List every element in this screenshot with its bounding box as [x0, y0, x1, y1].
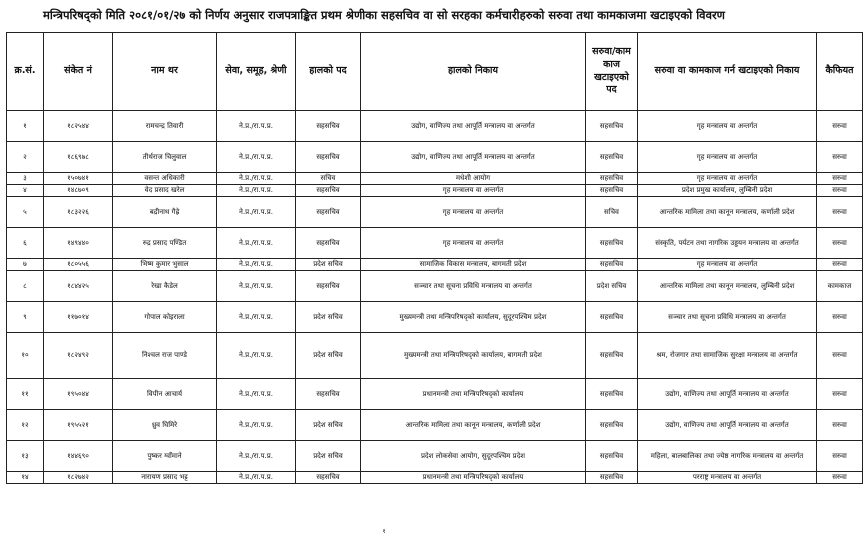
- table-row: [7, 111, 863, 142]
- cell-service: ने.प्र./रा.प.प्र.: [217, 410, 296, 441]
- table-row: [7, 185, 863, 197]
- cell-service: ने.प्र./रा.प.प्र.: [217, 185, 296, 197]
- table-row: [7, 197, 863, 228]
- cell-serial: ९: [7, 302, 44, 333]
- cell-new-post: सहसचिव: [586, 228, 638, 259]
- cell-current-post: सहसचिव: [296, 111, 361, 142]
- cell-new-post: सहसचिव: [586, 333, 638, 379]
- cell-current-office: प्रधानमन्त्री तथा मन्त्रिपरिषद्को कार्यालय: [361, 379, 586, 410]
- table-row: [7, 441, 863, 472]
- cell-service: ने.प्र./रा.प.प्र.: [217, 271, 296, 302]
- cell-name: विपीन आचार्य: [113, 379, 217, 410]
- table-row: [7, 379, 863, 410]
- cell-name: बद्रीनाथ गैह्रे: [113, 197, 217, 228]
- cell-remark: सरुवा: [817, 379, 863, 410]
- cell-new-post: सहसचिव: [586, 410, 638, 441]
- cell-new-office: प्रदेश प्रमुख कार्यालय, लुम्बिनी प्रदेश: [638, 185, 817, 197]
- cell-serial: ५: [7, 197, 44, 228]
- cell-serial: २: [7, 142, 44, 173]
- cell-current-post: सहसचिव: [296, 472, 361, 484]
- cell-service: ने.प्र./रा.प.प्र.: [217, 333, 296, 379]
- cell-current-post: सहसचिव: [296, 271, 361, 302]
- cell-service: ने.प्र./रा.प.प्र.: [217, 197, 296, 228]
- cell-remark: सरुवा: [817, 173, 863, 185]
- table-row: [7, 271, 863, 302]
- cell-name: पुष्कर ग्वाँमाने: [113, 441, 217, 472]
- cell-current-office: सामाजिक विकास मन्त्रालय, बागमती प्रदेश: [361, 259, 586, 271]
- transfer-table: [6, 32, 863, 484]
- header-service: सेवा, समूह, श्रेणी: [217, 33, 296, 111]
- cell-serial: १२: [7, 410, 44, 441]
- table-row: [7, 410, 863, 441]
- cell-serial: १: [7, 111, 44, 142]
- cell-code: १८२७४२: [44, 472, 113, 484]
- cell-current-office: उद्योग, वाणिज्य तथा आपूर्ति मन्त्रालय वा अन्तर्गत: [361, 111, 586, 142]
- cell-code: १८३२२६: [44, 197, 113, 228]
- cell-new-office: सञ्चार तथा सूचना प्रविधि मन्त्रालय वा अन्तर्गत: [638, 302, 817, 333]
- cell-serial: १४: [7, 472, 44, 484]
- cell-current-office: प्रधानमन्त्री तथा मन्त्रिपरिषद्को कार्यालय: [361, 472, 586, 484]
- cell-current-office: आन्तरिक मामिला तथा कानून मन्त्रालय, कर्णाली प्रदेश: [361, 410, 586, 441]
- cell-current-post: प्रदेश सचिव: [296, 259, 361, 271]
- cell-new-post: सहसचिव: [586, 259, 638, 271]
- cell-current-office: प्रदेश लोकसेवा आयोग, सुदूरपश्चिम प्रदेश: [361, 441, 586, 472]
- cell-new-office: श्रम, रोजगार तथा सामाजिक सुरक्षा मन्त्रालय वा अन्तर्गत: [638, 333, 817, 379]
- cell-new-post: सहसचिव: [586, 185, 638, 197]
- header-name: नाम थर: [113, 33, 217, 111]
- cell-remark: सरुवा: [817, 302, 863, 333]
- cell-name: तीर्थराज चिलुवाल: [113, 142, 217, 173]
- table-body: [7, 111, 863, 484]
- cell-name: रुद्र प्रसाद पण्डित: [113, 228, 217, 259]
- cell-service: ने.प्र./रा.प.प्र.: [217, 472, 296, 484]
- cell-code: १८०५५६: [44, 259, 113, 271]
- cell-name: वेद प्रसाद खरेल: [113, 185, 217, 197]
- cell-remark: सरुवा: [817, 197, 863, 228]
- cell-new-post: सचिव: [586, 197, 638, 228]
- cell-service: ने.प्र./रा.प.प्र.: [217, 111, 296, 142]
- cell-new-post: सहसचिव: [586, 142, 638, 173]
- cell-name: वसन्त अधिकारी: [113, 173, 217, 185]
- cell-remark: सरुवा: [817, 441, 863, 472]
- cell-new-office: गृह मन्त्रालय वा अन्तर्गत: [638, 259, 817, 271]
- cell-current-post: सचिव: [296, 173, 361, 185]
- table-row: [7, 259, 863, 271]
- cell-remark: सरुवा: [817, 142, 863, 173]
- cell-remark: सरुवा: [817, 410, 863, 441]
- cell-current-office: उद्योग, वाणिज्य तथा आपूर्ति मन्त्रालय वा अन्तर्गत: [361, 142, 586, 173]
- table-row: [7, 302, 863, 333]
- cell-remark: सरुवा: [817, 111, 863, 142]
- header-current-office: हालको निकाय: [361, 33, 586, 111]
- cell-current-post: प्रदेश सचिव: [296, 302, 361, 333]
- cell-current-office: मुख्यमन्त्री तथा मन्त्रिपरिषद्को कार्यालय, सुदूरपश्चिम प्रदेश: [361, 302, 586, 333]
- cell-serial: ४: [7, 185, 44, 197]
- cell-serial: ६: [7, 228, 44, 259]
- cell-new-post: प्रदेश सचिव: [586, 271, 638, 302]
- cell-name: गोपाल कोइराला: [113, 302, 217, 333]
- document-title: मन्त्रिपरिषद्को मिति २०८१/०१/२७ को निर्णय अनुसार राजपत्राङ्कित प्रथम श्रेणीका सहसचिव वा सो सरहका कर्मचारीहरुको सरुवा तथा कामकाजमा खटाइएको विवरण: [43, 8, 725, 22]
- cell-code: ११७०१४: [44, 302, 113, 333]
- page-number: १: [382, 528, 386, 535]
- cell-current-office: गृह मन्त्रालय वा अन्तर्गत: [361, 197, 586, 228]
- cell-name: नारायण प्रसाद भट्ट: [113, 472, 217, 484]
- table-row: [7, 333, 863, 379]
- cell-code: १८२५४४: [44, 111, 113, 142]
- cell-remark: कामकाज: [817, 271, 863, 302]
- cell-service: ने.प्र./रा.प.प्र.: [217, 228, 296, 259]
- cell-new-office: संस्कृति, पर्यटन तथा नागरिक उड्डयन मन्त्रालय वा अन्तर्गत: [638, 228, 817, 259]
- cell-new-office: गृह मन्त्रालय वा अन्तर्गत: [638, 142, 817, 173]
- cell-new-post: सहसचिव: [586, 379, 638, 410]
- cell-current-post: सहसचिव: [296, 185, 361, 197]
- cell-code: १४४६९०: [44, 441, 113, 472]
- cell-remark: सरुवा: [817, 185, 863, 197]
- header-new-office: सरुवा वा कामकाज गर्न खटाइएको निकाय: [638, 33, 817, 111]
- cell-current-post: प्रदेश सचिव: [296, 410, 361, 441]
- cell-remark: सरुवा: [817, 472, 863, 484]
- cell-code: १५०७४१: [44, 173, 113, 185]
- cell-remark: सरुवा: [817, 259, 863, 271]
- table-row: [7, 228, 863, 259]
- cell-code: १४९४४०: [44, 228, 113, 259]
- table-row: [7, 142, 863, 173]
- cell-service: ने.प्र./रा.प.प्र.: [217, 379, 296, 410]
- cell-current-office: मधेशी आयोग: [361, 173, 586, 185]
- cell-serial: १०: [7, 333, 44, 379]
- cell-name: रामचन्द्र तिवारी: [113, 111, 217, 142]
- cell-new-post: सहसचिव: [586, 441, 638, 472]
- cell-new-office: आन्तरिक मामिला तथा कानून मन्त्रालय, लुम्बिनी प्रदेश: [638, 271, 817, 302]
- cell-name: निश्चल राज पाण्डे: [113, 333, 217, 379]
- cell-new-post: सहसचिव: [586, 472, 638, 484]
- cell-current-post: सहसचिव: [296, 197, 361, 228]
- cell-serial: ८: [7, 271, 44, 302]
- cell-name: ध्रुव घिमिरे: [113, 410, 217, 441]
- cell-current-post: सहसचिव: [296, 379, 361, 410]
- cell-serial: ११: [7, 379, 44, 410]
- header-current-post: हालको पद: [296, 33, 361, 111]
- cell-serial: १३: [7, 441, 44, 472]
- cell-service: ने.प्र./रा.प.प्र.: [217, 259, 296, 271]
- cell-code: १९५५२१: [44, 410, 113, 441]
- cell-current-office: सञ्चार तथा सूचना प्रविधि मन्त्रालय वा अन्तर्गत: [361, 271, 586, 302]
- table-row: [7, 472, 863, 484]
- cell-code: १८६९७८: [44, 142, 113, 173]
- cell-new-office: उद्योग, वाणिज्य तथा आपूर्ति मन्त्रालय वा अन्तर्गत: [638, 379, 817, 410]
- header-serial: क्र.सं.: [7, 33, 44, 111]
- table-header-row: [7, 33, 863, 111]
- cell-code: १९५०४४: [44, 379, 113, 410]
- cell-serial: ७: [7, 259, 44, 271]
- cell-new-post: सहसचिव: [586, 111, 638, 142]
- header-code: संकेत नं: [44, 33, 113, 111]
- cell-new-office: उद्योग, वाणिज्य तथा आपूर्ति मन्त्रालय वा अन्तर्गत: [638, 410, 817, 441]
- cell-remark: सरुवा: [817, 228, 863, 259]
- cell-new-office: महिला, बालबालिका तथा ज्येष्ठ नागरिक मन्त्रालय वा अन्तर्गत: [638, 441, 817, 472]
- cell-code: १८२४९२: [44, 333, 113, 379]
- cell-current-office: गृह मन्त्रालय वा अन्तर्गत: [361, 228, 586, 259]
- cell-service: ने.प्र./रा.प.प्र.: [217, 142, 296, 173]
- cell-service: ने.प्र./रा.प.प्र.: [217, 302, 296, 333]
- cell-current-office: गृह मन्त्रालय वा अन्तर्गत: [361, 185, 586, 197]
- header-remark: कैफियत: [817, 33, 863, 111]
- cell-name: भिष्म कुमार भुसाल: [113, 259, 217, 271]
- cell-new-office: परराष्ट्र मन्त्रालय वा अन्तर्गत: [638, 472, 817, 484]
- cell-new-office: गृह मन्त्रालय वा अन्तर्गत: [638, 173, 817, 185]
- cell-code: १८४४२५: [44, 271, 113, 302]
- cell-current-post: प्रदेश सचिव: [296, 441, 361, 472]
- cell-code: १४८७०९: [44, 185, 113, 197]
- cell-current-post: सहसचिव: [296, 142, 361, 173]
- cell-current-office: मुख्यमन्त्री तथा मन्त्रिपरिषद्को कार्यालय, बागमती प्रदेश: [361, 333, 586, 379]
- cell-new-office: गृह मन्त्रालय वा अन्तर्गत: [638, 111, 817, 142]
- cell-remark: सरुवा: [817, 333, 863, 379]
- header-new-post: सरुवा/काम काज खटाइएको पद: [586, 33, 638, 111]
- cell-service: ने.प्र./रा.प.प्र.: [217, 441, 296, 472]
- cell-serial: ३: [7, 173, 44, 185]
- cell-service: ने.प्र./रा.प.प्र.: [217, 173, 296, 185]
- cell-new-office: आन्तरिक मामिला तथा कानून मन्त्रालय, कर्णाली प्रदेश: [638, 197, 817, 228]
- cell-new-post: सहसचिव: [586, 173, 638, 185]
- cell-name: रेखा कैडेल: [113, 271, 217, 302]
- cell-current-post: सहसचिव: [296, 228, 361, 259]
- cell-new-post: सहसचिव: [586, 302, 638, 333]
- table-row: [7, 173, 863, 185]
- cell-current-post: प्रदेश सचिव: [296, 333, 361, 379]
